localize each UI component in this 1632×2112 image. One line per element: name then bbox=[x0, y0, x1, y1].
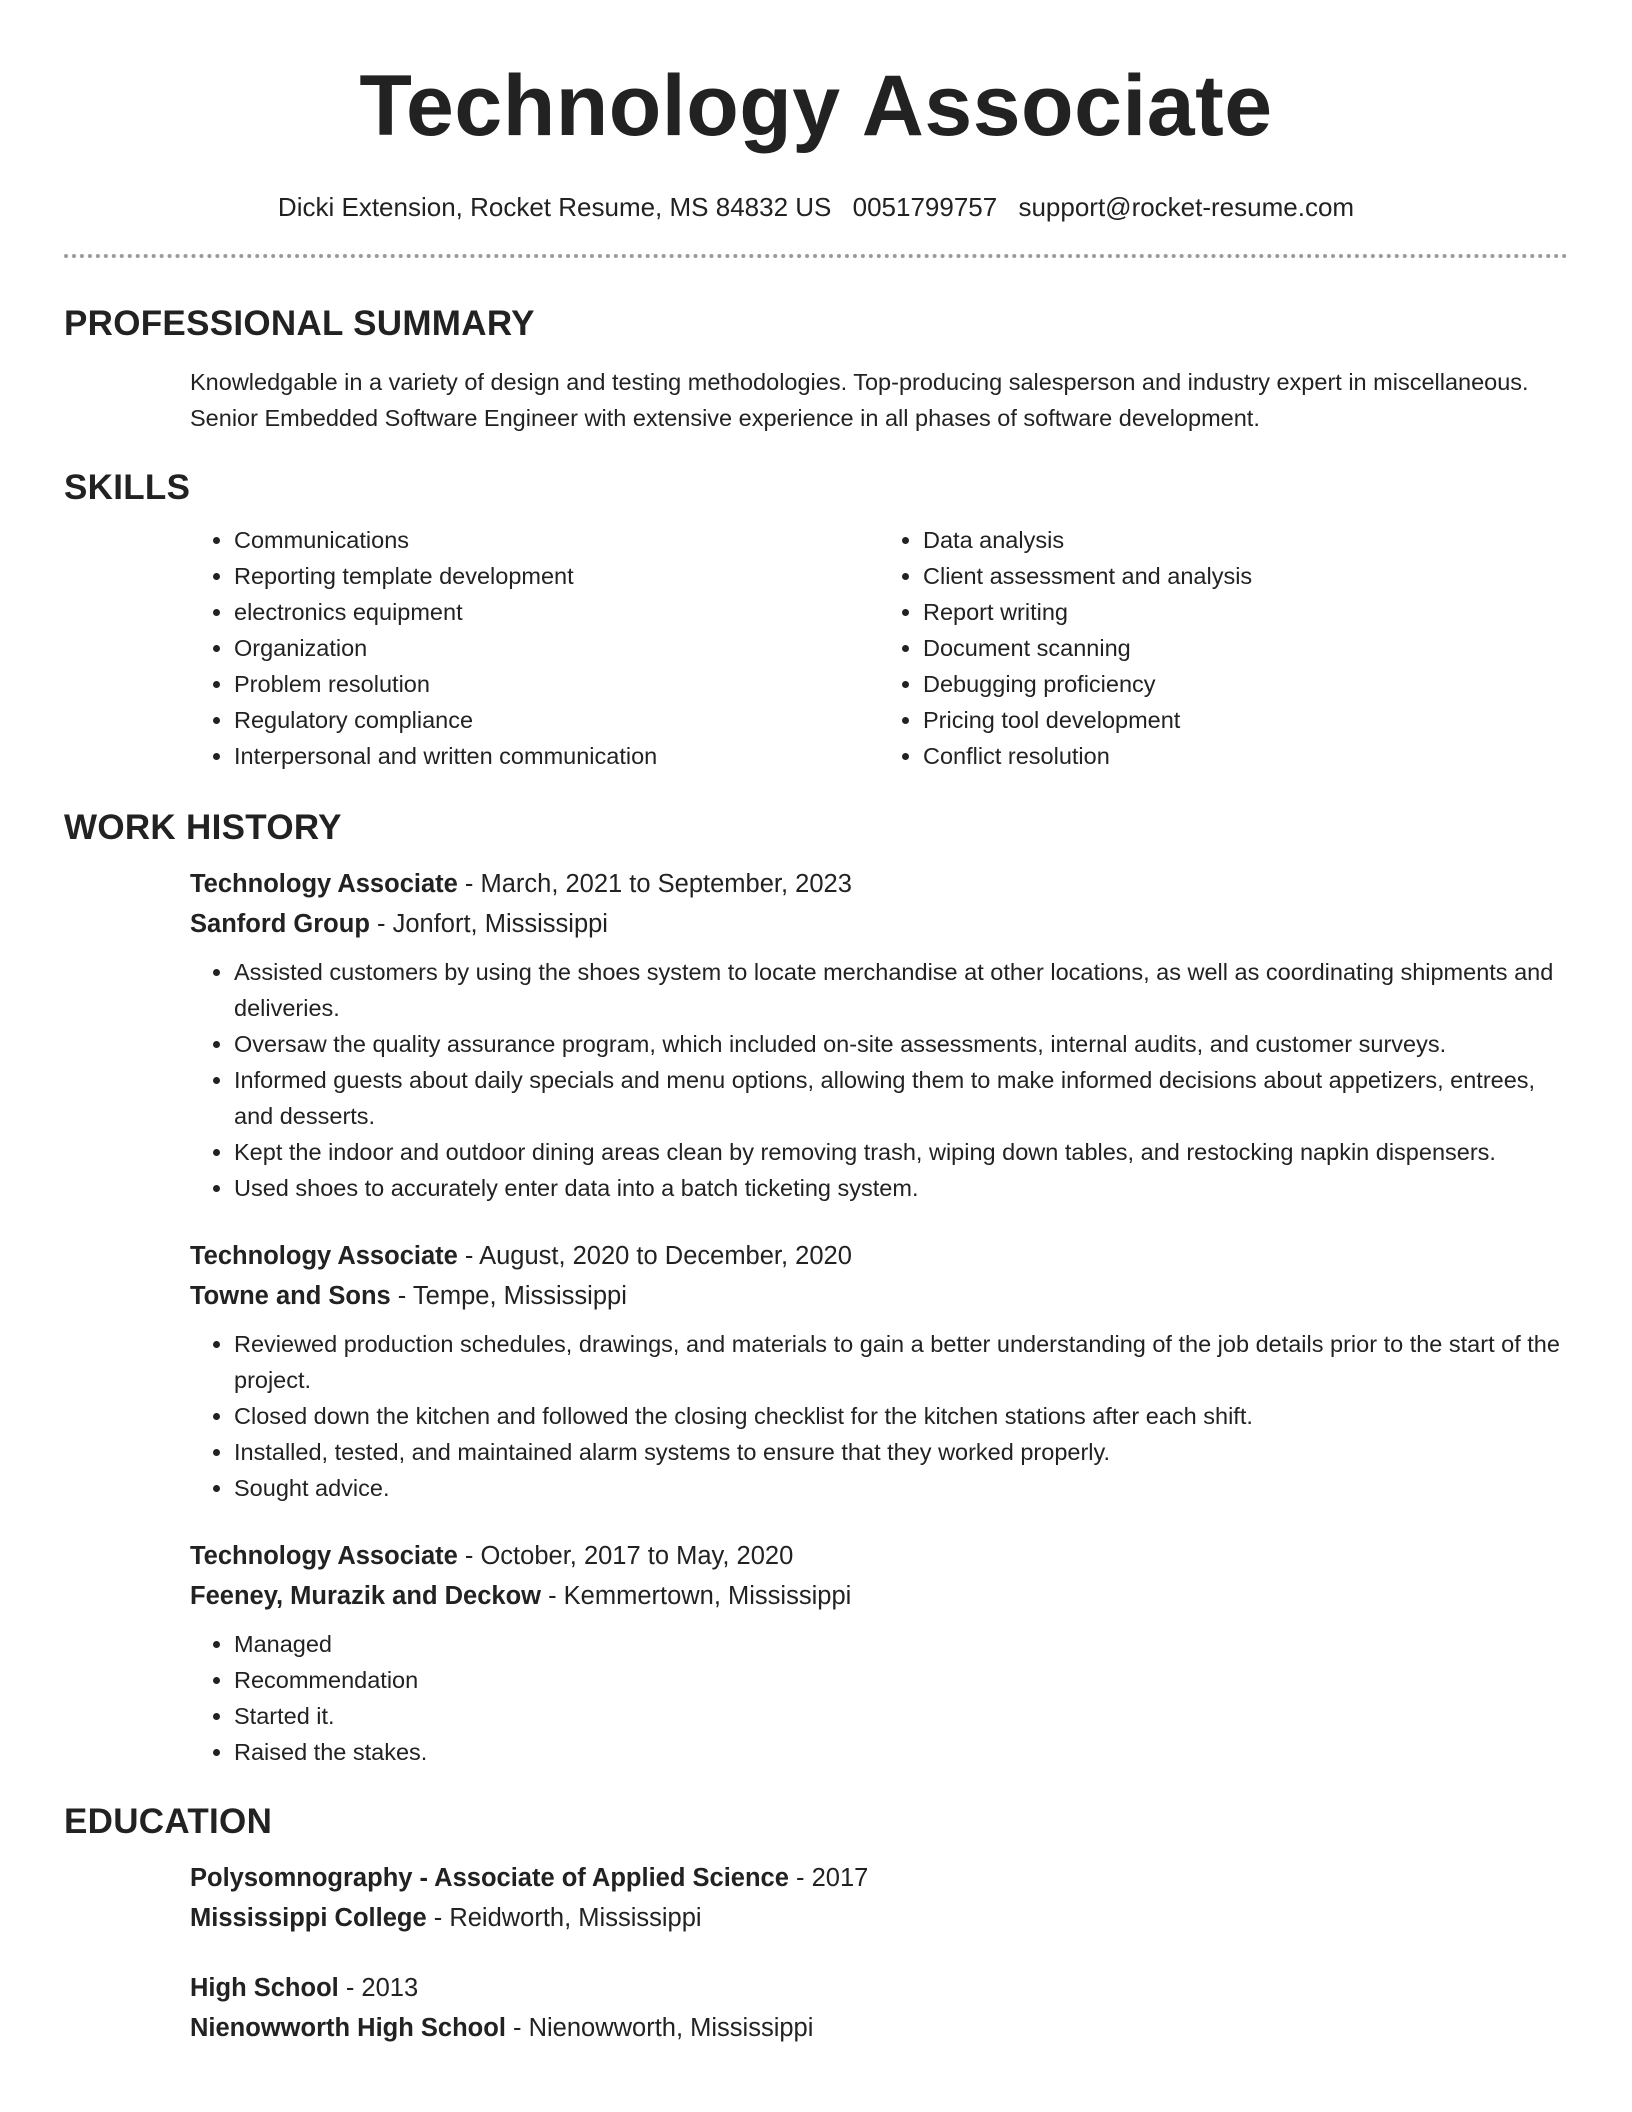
work-heading: WORK HISTORY bbox=[64, 808, 342, 847]
skills-column-left bbox=[190, 522, 879, 774]
job-dates: - August, 2020 to December, 2020 bbox=[457, 1242, 852, 1270]
job-bullet: • Started it. bbox=[234, 1698, 1568, 1734]
job-bullet: • Raised the stakes. bbox=[234, 1734, 1568, 1770]
education-entry bbox=[190, 1858, 1568, 1938]
job-bullets bbox=[190, 1326, 1568, 1506]
contact-email: support@rocket-resume.com bbox=[1018, 192, 1355, 222]
skill-item: • Document scanning bbox=[923, 630, 1568, 666]
job-company-line bbox=[190, 1276, 1568, 1316]
skill-item: • Data analysis bbox=[923, 522, 1568, 558]
education-location: - Reidworth, Mississippi bbox=[426, 1904, 702, 1932]
job-bullets bbox=[190, 1626, 1568, 1770]
skills-heading: SKILLS bbox=[64, 468, 191, 507]
job-entry bbox=[190, 1236, 1568, 1506]
skill-item: • Client assessment and analysis bbox=[923, 558, 1568, 594]
skills-list bbox=[190, 522, 1568, 774]
job-bullet: • Closed down the kitchen and followed the closing checklist for the kitchen stations after each shift. bbox=[234, 1398, 1568, 1434]
education-school: Nienowworth High School bbox=[190, 2014, 506, 2042]
skill-item: • Pricing tool development bbox=[923, 702, 1568, 738]
job-bullet: • Used shoes to accurately enter data into a batch ticketing system. bbox=[234, 1170, 1568, 1206]
job-dates: - October, 2017 to May, 2020 bbox=[457, 1542, 794, 1570]
education-school-line bbox=[190, 1898, 1568, 1938]
contact-address: Dicki Extension, Rocket Resume, MS 84832 US bbox=[277, 192, 832, 222]
job-bullet: • Recommendation bbox=[234, 1662, 1568, 1698]
skill-item: • Regulatory compliance bbox=[234, 702, 879, 738]
job-bullet: • Sought advice. bbox=[234, 1470, 1568, 1506]
job-company: Towne and Sons bbox=[190, 1282, 391, 1310]
job-role: Technology Associate bbox=[190, 870, 458, 898]
job-location: - Jonfort, Mississippi bbox=[369, 910, 608, 938]
skills-column-right bbox=[879, 522, 1568, 774]
job-bullet: • Informed guests about daily specials and menu options, allowing them to make informed decisions about appetizers, entrees, and desserts. bbox=[234, 1062, 1568, 1134]
job-location: - Kemmertown, Mississippi bbox=[540, 1582, 852, 1610]
job-dates: - March, 2021 to September, 2023 bbox=[457, 870, 852, 898]
education-year: - 2017 bbox=[788, 1864, 869, 1892]
summary-heading: PROFESSIONAL SUMMARY bbox=[64, 304, 535, 343]
education-heading: EDUCATION bbox=[64, 1802, 273, 1841]
job-entry bbox=[190, 864, 1568, 1206]
skill-item: • Debugging proficiency bbox=[923, 666, 1568, 702]
job-title-line bbox=[190, 864, 1568, 904]
skill-item: • Communications bbox=[234, 522, 879, 558]
job-role: Technology Associate bbox=[190, 1242, 458, 1270]
job-bullet: • Kept the indoor and outdoor dining areas clean by removing trash, wiping down tables, and restocking napkin dispensers. bbox=[234, 1134, 1568, 1170]
education-year: - 2013 bbox=[338, 1974, 419, 2002]
education-school-line bbox=[190, 2008, 1568, 2048]
job-bullet: • Installed, tested, and maintained alarm systems to ensure that they worked properly. bbox=[234, 1434, 1568, 1470]
education-degree: Polysomnography - Associate of Applied Science bbox=[190, 1864, 789, 1892]
job-bullet: • Oversaw the quality assurance program, which included on-site assessments, internal audits, and customer surveys. bbox=[234, 1026, 1568, 1062]
education-location: - Nienowworth, Mississippi bbox=[505, 2014, 814, 2042]
job-company-line bbox=[190, 1576, 1568, 1616]
job-bullet: • Managed bbox=[234, 1626, 1568, 1662]
job-company-line bbox=[190, 904, 1568, 944]
education-entry bbox=[190, 1968, 1568, 2048]
job-location: - Tempe, Mississippi bbox=[390, 1282, 627, 1310]
skill-item: • electronics equipment bbox=[234, 594, 879, 630]
header-divider bbox=[64, 254, 1568, 258]
job-title-line bbox=[190, 1536, 1568, 1576]
job-role: Technology Associate bbox=[190, 1542, 458, 1570]
contact-line bbox=[64, 192, 1568, 222]
skill-item: • Conflict resolution bbox=[923, 738, 1568, 774]
education-school: Mississippi College bbox=[190, 1904, 427, 1932]
skill-item: • Problem resolution bbox=[234, 666, 879, 702]
job-company: Feeney, Murazik and Deckow bbox=[190, 1582, 541, 1610]
job-bullet: • Reviewed production schedules, drawings, and materials to gain a better understanding of the job details prior to the start of the project. bbox=[234, 1326, 1568, 1398]
education-degree: High School bbox=[190, 1974, 339, 2002]
job-title-line bbox=[190, 1236, 1568, 1276]
job-bullet: • Assisted customers by using the shoes system to locate merchandise at other locations, as well as coordinating shipments and deliveries. bbox=[234, 954, 1568, 1026]
education-degree-line bbox=[190, 1968, 1568, 2008]
skill-item: • Reporting template development bbox=[234, 558, 879, 594]
skill-item: • Interpersonal and written communication bbox=[234, 738, 879, 774]
job-entry bbox=[190, 1536, 1568, 1770]
summary-text: Knowledgable in a variety of design and testing methodologies. Top-producing salesperson and industry expert in miscellaneous. Senior Embedded Software Engineer with extensive experience in all phases of software development. bbox=[190, 369, 1529, 431]
job-bullets bbox=[190, 954, 1568, 1206]
education-degree-line bbox=[190, 1858, 1568, 1898]
contact-phone: 0051799757 bbox=[852, 192, 998, 222]
skill-item: • Organization bbox=[234, 630, 879, 666]
resume-name: Technology Associate bbox=[359, 58, 1273, 154]
job-company: Sanford Group bbox=[190, 910, 370, 938]
skill-item: • Report writing bbox=[923, 594, 1568, 630]
